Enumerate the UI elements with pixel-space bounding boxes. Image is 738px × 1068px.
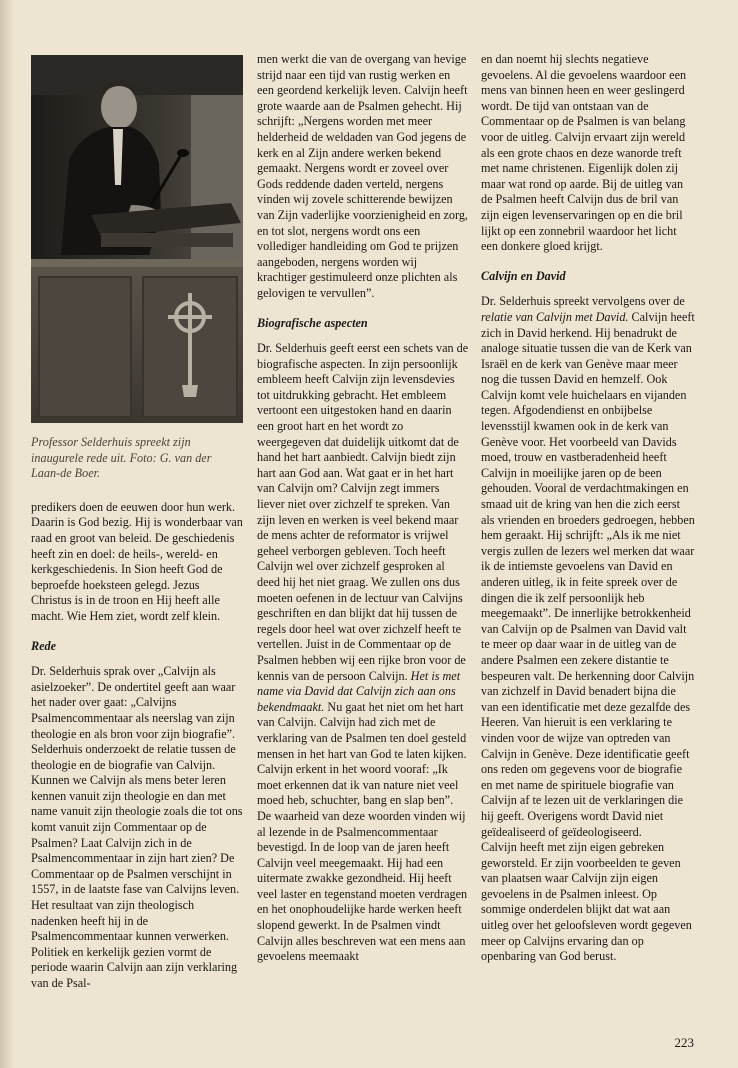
paragraph: Calvijn heeft met zijn eigen gebreken geworsteld. Er zijn voorbeelden te geven van plaatsen waar Calvijn zijn eigen gevoelens in de Psalmen inleest. Op sommige onderdelen blijkt dat wat aan uitleg over het geloofsleven wordt gegeven meer op Calvijns ervaring dan op openbaring van God berust. [481,840,692,964]
text-run: Dr. Selderhuis spreekt vervolgens over de [481,294,685,309]
text-run: Nu gaat het niet om het hart van Calvijn. Calvijn had zich met de verklaring van de Psalmen ten doel gesteld mensen in het hart van God te laten kijken. Calvijn erkent in het woord vooraf: „Ik moet erkennen dat ik van nature niet veel moed heb, schuchter, bang en slap ben”. De waarheid van deze woorden vinden wij al lezende in de Psalmencommentaar bevestigd. In de loop van de jaren heeft Calvijn veel meegemaakt. Hij had een uitermate zwakke gezondheid. Hij heeft veel laster en tegenstand moeten verdragen en het onophoudelijke harde werken heeft slopend gewerkt. In de Psalmen vindt Calvijn alles beschreven wat een mens aan gevoelens meemaakt [257,699,468,964]
column-1 [31,52,243,992]
photo-caption: Professor Selderhuis spreekt zijn inaugurele rede uit. Foto: G. van der Laan-de Boer. [31,435,212,481]
paragraph: predikers doen de eeuwen door hun werk. Daarin is God bezig. Hij is wonderbaar van raad en groot van beleid. De geschiedenis heeft zin en doel: de heils-, wereld- en kerkgeschiedenis. In Sion heeft God de beproefde hoeksteen gelegd. Jezus Christus is in de troon en Hij heeft alle macht. Wie Hem ziet, wordt zelf klein. [31,499,243,623]
emphasis: Het is met name via David dat Calvijn zich aan ons bekendmaakt. [257,668,461,714]
text-run: Dr. Selderhuis geeft eerst een schets van de biografische aspecten. In zijn persoonlijk embleem heeft Calvijn zijn levensdevies tot uitdrukking gebracht. Het embleem vertoont een uitgestoken hand en daarin een groot hart en het wordt zo weergegeven dat duidelijk uitkomt dat de hand het hart aanbiedt. Calvijn biedt zijn hart aan God aan. Wat gaat er in het hart van Calvijn om? Calvijn zegt immers liever niet over zichzelf te spreken. Van zijn leven en werken is veel bekend maar de mens achter de reformator is vrijwel geheel verborgen gebleven. Toch heeft Calvijn wel over zichzelf gesproken al deed hij het niet graag. We zullen ons dus moeten oefenen in de lectuur van Calvijns geschriften en dan blijkt dat hij tussen de regels door heel wat over zichzelf heeft te vertellen. Juist in de Commentaar op de Psalmen hebben wij een rijke bron voor de kennis van de persoon Calvijn. [257,341,469,683]
paragraph [481,294,696,840]
text-run: Calvijn heeft zich in David herkend. Hij benadrukt de analoge situatie tussen die van de Kerk van Israël en de kerk van Genève maar meer nog die tussen David en hemzelf. Ook Calvijn komt vele huichelaars en vijanden tegen. Afgodendienst en onbijbelse levensstijl kwamen ook in de kerk van Genève voor. Het voorbeeld van Davids moed, trouw en vastberadenheid heeft Calvijn in moeilijke jaren op de been gehouden. Vooral de verdachtmakingen en smaad uit de kring van hen die zich eerst als vrienden en broeders gedroegen, hebben hem geraakt. Hij schrijft: „Als ik me niet vergis zullen de lezers wel merken dat waar ik de intiemste gevoelens van David en anderen uitleg, ik in feite spreek over de dingen die ik zelf persoonlijk heb meegemaakt”. De innerlijke betrokkenheid van Calvijn op de Psalmen van David valt te meer op daar waar in de uitleg van de andere Psalmen een zekere distantie te bespeuren valt. De herkenning door Calvijn van zichzelf in David benadert bijna die van een identificatie met deze gezalfde des Heeren. Van hieruit is een verklaring te vinden voor de wijze van optreden van Calvijn in Genève. Deze identificatie geeft ons reden om gegevens voor de biografie en met name de spirituele biografie van Calvijn af te lezen uit de verklaringen die hij geeft. Overigens wordt David niet geïdealiseerd of geïdeologiseerd. [481,309,695,839]
page-edge [0,0,14,1068]
paragraph: en dan noemt hij slechts negatieve gevoelens. Al die gevoelens waardoor een mens van binnen heen en weer geslingerd wordt. De tijd van ontstaan van de Commentaar op de Psalmen is van belang voor de uitleg. Calvijn ervaart zijn wereld als een grote chaos en deze wanorde treft met name christenen. Eigenlijk dolen zij maar wat rond op aarde. Bij de uitleg van de Psalmen heeft Calvijn dus de bril van zijn eigen levenservaringen op en die bril lijkt op een zonnebril waardoor het licht een donkere gloed krijgt. [481,52,687,254]
section-heading-biografische-aspecten: Biografische aspecten [257,315,368,330]
page-number: 223 [674,1035,694,1050]
column-3 [481,52,696,965]
section-heading-calvijn-en-david: Calvijn en David [481,268,566,283]
professor-at-lectern-image [31,55,243,423]
emphasis: relatie van Calvijn met David. [481,309,629,324]
section-heading-rede: Rede [31,638,57,653]
lecture-photo [31,55,243,423]
paragraph [257,341,469,965]
column-2 [257,52,469,965]
paragraph: Dr. Selderhuis sprak over „Calvijn als asielzoeker”. De ondertitel geeft aan waar het nader over gaat: „Calvijns Psalmencommentaar als neerslag van zijn theologie en als bron voor zijn biografie”. Selderhuis onderzoekt de relatie tussen de theologie en de biografie van Calvijn. Kunnen we Calvijn als mens beter leren kennen vanuit zijn theologie en dan met name vanuit zijn theologie zoals die tot ons komt vanuit zijn Commentaar op de Psalmen? Laat Calvijn zich in de Psalmencommentaar in zijn hart zien? De Commentaar op de Psalmen verschijnt in 1557, in de laatste fase van Calvijns leven. Het resultaat van zijn theologisch nadenken heeft hij in de Psalmencommentaar kunnen verwerken. Politiek en kerkelijk gezien vormt de periode waarin Calvijn aan zijn verklaring van de Psal- [31,664,243,990]
paragraph: men werkt die van de overgang van hevige strijd naar een tijd van rustig werken en een geordend kerkelijk leven. Calvijn heeft grote waarde aan de Psalmen gehecht. Hij schrijft: „Nergens worden met meer helderheid de weldaden van God jegens de kerk en al Zijn andere werken bekend gemaakt. Nergens wordt er zoveel over Gods reddende daden verteld, nergens vinden wij zovele schitterende bewijzen van Zijn vaderlijke voorzienigheid en zorg, en tot slot, nergens wordt ons een vollediger handleiding om God te prijzen aangeboden, nergens worden wij krachtiger gestimuleerd onze plichten als gelovigen te vervullen”. [257,52,468,300]
